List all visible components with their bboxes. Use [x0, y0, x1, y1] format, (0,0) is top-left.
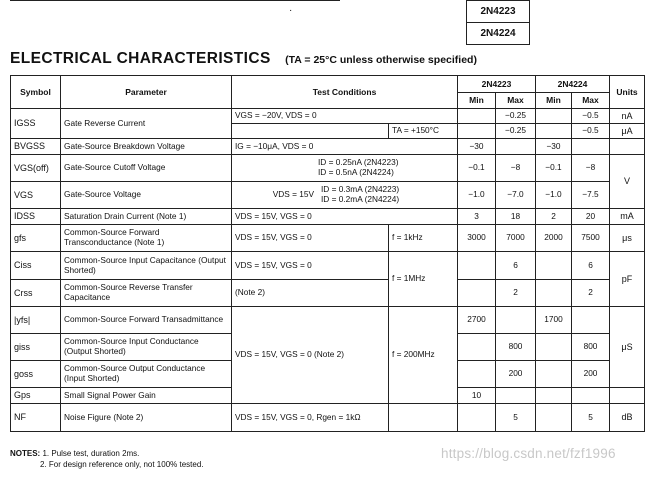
unit-cell: nA — [610, 109, 645, 124]
value-cell — [572, 388, 610, 404]
value-cell: 3000 — [458, 225, 496, 252]
parameter-cell: Common-Source Reverse Transfer Capacitance — [61, 280, 232, 307]
condition-line: ID = 0.3mA (2N4223) — [321, 184, 400, 195]
electrical-characteristics-table — [10, 75, 645, 432]
parameter-cell: Common-Source Forward Transadmittance — [61, 307, 232, 334]
col-units: Units — [610, 76, 645, 109]
table-row — [11, 139, 645, 155]
condition-vds: VDS = 15V — [272, 189, 314, 200]
value-cell — [458, 361, 496, 388]
value-cell — [458, 334, 496, 361]
symbol-cell: Gps — [11, 388, 61, 404]
watermark: https://blog.csdn.net/fzf1996 — [441, 446, 616, 461]
table-row — [11, 252, 645, 280]
value-cell — [572, 139, 610, 155]
col-part-b: 2N4224 — [536, 76, 610, 93]
condition-cell: (Note 2) — [232, 280, 389, 307]
condition-cell: TA = +150°C — [389, 124, 458, 139]
col-a-min: Min — [458, 93, 496, 109]
value-cell — [536, 404, 572, 432]
symbol-cell: NF — [11, 404, 61, 432]
value-cell — [536, 124, 572, 139]
value-cell: 800 — [572, 334, 610, 361]
table-row — [11, 404, 645, 432]
col-b-max: Max — [572, 93, 610, 109]
symbol-cell: Ciss — [11, 252, 61, 280]
value-cell: −0.5 — [572, 109, 610, 124]
ambient-condition: (TA = 25°C unless otherwise specified) — [285, 54, 477, 66]
value-cell: 7500 — [572, 225, 610, 252]
symbol-cell: IGSS — [11, 109, 61, 139]
value-cell: 7000 — [496, 225, 536, 252]
value-cell: 3 — [458, 209, 496, 225]
value-cell: 6 — [496, 252, 536, 280]
value-cell: −30 — [458, 139, 496, 155]
table-row — [11, 155, 645, 182]
symbol-cell: gfs — [11, 225, 61, 252]
table-row — [11, 280, 645, 307]
frequency-cell — [389, 404, 458, 432]
symbol-cell: |yfs| — [11, 307, 61, 334]
note-1: 1. Pulse test, duration 2ms. — [42, 449, 140, 458]
part-number-box — [466, 0, 530, 45]
value-cell: 1700 — [536, 307, 572, 334]
condition-cell — [232, 155, 458, 182]
unit-cell — [610, 139, 645, 155]
parameter-cell: Noise Figure (Note 2) — [61, 404, 232, 432]
value-cell: −1.0 — [458, 182, 496, 209]
value-cell: 5 — [496, 404, 536, 432]
value-cell — [536, 280, 572, 307]
unit-cell: dB — [610, 404, 645, 432]
condition-cell: IG = −10μA, VDS = 0 — [232, 139, 458, 155]
parameter-cell: Gate-Source Cutoff Voltage — [61, 155, 232, 182]
value-cell — [536, 109, 572, 124]
unit-cell: μS — [610, 307, 645, 388]
header-row — [11, 76, 645, 93]
value-cell — [572, 307, 610, 334]
value-cell — [536, 334, 572, 361]
parameter-cell: Small Signal Power Gain — [61, 388, 232, 404]
table-row — [11, 182, 645, 209]
symbol-cell: VGS — [11, 182, 61, 209]
part-number-a: 2N4223 — [480, 6, 516, 17]
speck: · — [289, 5, 293, 16]
unit-cell: μs — [610, 225, 645, 252]
value-cell: −0.25 — [496, 109, 536, 124]
unit-cell — [610, 388, 645, 404]
note-2: 2. For design reference only, not 100% tested. — [40, 460, 204, 469]
unit-cell: V — [610, 155, 645, 209]
value-cell: 2 — [536, 209, 572, 225]
col-part-a: 2N4223 — [458, 76, 536, 93]
table-row — [11, 109, 645, 124]
col-symbol: Symbol — [11, 76, 61, 109]
unit-cell: mA — [610, 209, 645, 225]
col-a-max: Max — [496, 93, 536, 109]
value-cell: −0.5 — [572, 124, 610, 139]
part-number-b: 2N4224 — [467, 22, 529, 44]
parameter-cell: Common-Source Forward Transconductance (Note 1) — [61, 225, 232, 252]
frequency-cell: f = 1MHz — [389, 252, 458, 307]
symbol-cell: giss — [11, 334, 61, 361]
value-cell — [496, 307, 536, 334]
value-cell: 2 — [572, 280, 610, 307]
condition-cell: VDS = 15V, VGS = 0 — [232, 209, 458, 225]
condition-cell: VDS = 15V, VGS = 0, Rgen = 1kΩ — [232, 404, 389, 432]
col-test-conditions: Test Conditions — [232, 76, 458, 109]
value-cell: 2700 — [458, 307, 496, 334]
value-cell — [536, 388, 572, 404]
value-cell: 18 — [496, 209, 536, 225]
value-cell: 200 — [572, 361, 610, 388]
value-cell: −30 — [536, 139, 572, 155]
value-cell: −7.0 — [496, 182, 536, 209]
condition-cell — [232, 182, 458, 209]
frequency-cell: f = 1kHz — [389, 225, 458, 252]
value-cell — [536, 252, 572, 280]
value-cell — [458, 252, 496, 280]
condition-cell: VDS = 15V, VGS = 0 (Note 2) — [232, 307, 389, 404]
col-b-min: Min — [536, 93, 572, 109]
table-row — [11, 209, 645, 225]
value-cell: 2000 — [536, 225, 572, 252]
parameter-cell: Gate-Source Breakdown Voltage — [61, 139, 232, 155]
value-cell: −1.0 — [536, 182, 572, 209]
notes — [10, 448, 204, 470]
col-parameter: Parameter — [61, 76, 232, 109]
value-cell — [458, 124, 496, 139]
parameter-cell: Common-Source Input Conductance (Output Shorted) — [61, 334, 232, 361]
symbol-cell: BVGSS — [11, 139, 61, 155]
parameter-cell: Common-Source Input Capacitance (Output Shorted) — [61, 252, 232, 280]
parameter-cell: Gate-Source Voltage — [61, 182, 232, 209]
value-cell: −0.1 — [458, 155, 496, 182]
condition-line: ID = 0.2mA (2N4224) — [321, 194, 400, 204]
condition-line: ID = 0.25nA (2N4223) — [318, 157, 399, 168]
condition-cell — [232, 124, 389, 139]
value-cell: −8 — [496, 155, 536, 182]
value-cell — [458, 404, 496, 432]
value-cell: 6 — [572, 252, 610, 280]
value-cell — [458, 109, 496, 124]
value-cell — [458, 280, 496, 307]
value-cell: −0.25 — [496, 124, 536, 139]
parameter-cell: Saturation Drain Current (Note 1) — [61, 209, 232, 225]
top-rule — [10, 0, 340, 1]
value-cell: 10 — [458, 388, 496, 404]
section-heading — [10, 50, 477, 68]
unit-cell: μA — [610, 124, 645, 139]
unit-cell: pF — [610, 252, 645, 307]
value-cell — [496, 139, 536, 155]
symbol-cell: Crss — [11, 280, 61, 307]
value-cell: 2 — [496, 280, 536, 307]
symbol-cell: VGS(off) — [11, 155, 61, 182]
condition-cell: VGS = −20V, VDS = 0 — [232, 109, 458, 124]
condition-cell: VDS = 15V, VGS = 0 — [232, 225, 389, 252]
notes-label: NOTES: — [10, 449, 41, 458]
frequency-cell: f = 200MHz — [389, 307, 458, 404]
condition-line: ID = 0.5nA (2N4224) — [318, 167, 394, 177]
symbol-cell: IDSS — [11, 209, 61, 225]
value-cell: −7.5 — [572, 182, 610, 209]
value-cell: 800 — [496, 334, 536, 361]
section-title: ELECTRICAL CHARACTERISTICS — [10, 50, 271, 67]
symbol-cell: goss — [11, 361, 61, 388]
value-cell: 5 — [572, 404, 610, 432]
value-cell: −0.1 — [536, 155, 572, 182]
value-cell: 20 — [572, 209, 610, 225]
parameter-cell: Gate Reverse Current — [61, 109, 232, 139]
value-cell: 200 — [496, 361, 536, 388]
table-row — [11, 307, 645, 334]
condition-cell: VDS = 15V, VGS = 0 — [232, 252, 389, 280]
value-cell — [496, 388, 536, 404]
parameter-cell: Common-Source Output Conductance (Input Shorted) — [61, 361, 232, 388]
table-row — [11, 225, 645, 252]
value-cell: −8 — [572, 155, 610, 182]
value-cell — [536, 361, 572, 388]
